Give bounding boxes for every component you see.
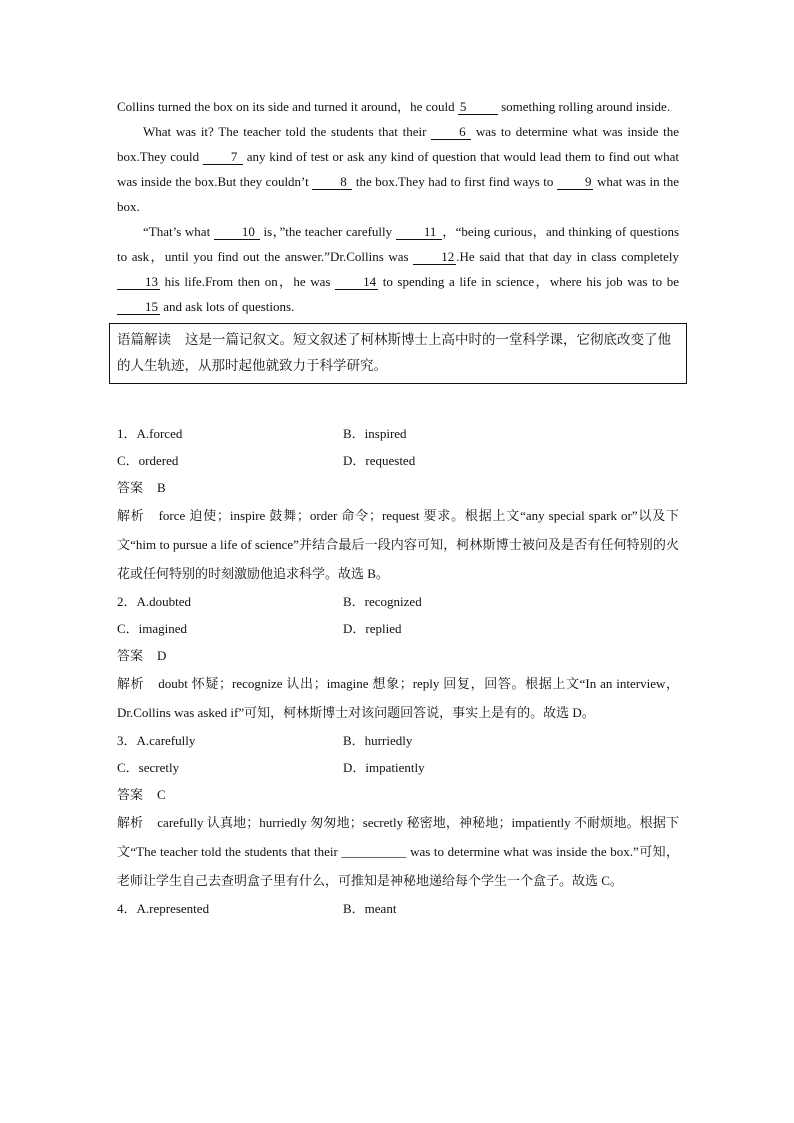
options-row (117, 420, 679, 447)
blank-12: 12 (413, 250, 456, 265)
options-row (117, 754, 679, 781)
cloze-passage (117, 94, 679, 319)
answer-value: B (157, 480, 166, 495)
option-a: 1．A.forced (117, 426, 183, 441)
explanation: 解析 carefully 认真地；hurriedly 匆匆地；secretly 秘密地，神秘地；impatiently 不耐烦地。根据下文“The teacher told the students that their __________ was to determine what was inside the box.”可知，老师让学生自己去查明盒子里有什么，可推知是神秘地递给每个学生一个盒子。故选 C。 (117, 815, 679, 888)
explanation: 解析 doubt 怀疑；recognize 认出；imagine 想象；reply 回复，回答。根据上文“In an interview，Dr.Collins was asked if”可知，柯林斯博士对该问题回答说，事实上是有的。故选 D。 (117, 676, 679, 720)
passage-paragraph-2: What was it? The teacher told the students that their 6 was to determine what was inside the box.They could 7 any kind of test or ask any kind of question that would lead them to find out what was inside the box.But they couldn’t 8 the box.They had to first find ways to 9 what was in the box. (117, 124, 680, 214)
option-a: 4．A.represented (117, 901, 210, 916)
answer-line: 答案 D (117, 648, 167, 663)
question-2 (117, 588, 679, 727)
option-d: D．replied (343, 621, 402, 636)
blank-10: 10 (214, 225, 260, 240)
option-b: B．recognized (343, 594, 422, 609)
question-1 (117, 420, 679, 588)
blank-11: 11 (396, 225, 442, 240)
option-b: B．inspired (343, 426, 407, 441)
options-row (117, 895, 679, 922)
summary-text: 这是一篇记叙文。短文叙述了柯林斯博士上高中时的一堂科学课，它彻底改变了他的人生轨迹，从那时起他就致力于科学研究。 (117, 332, 671, 373)
option-a: 3．A.carefully (117, 733, 196, 748)
option-a: 2．A.doubted (117, 594, 192, 609)
blank-14: 14 (335, 275, 378, 290)
blank-8: 8 (312, 175, 352, 190)
option-d: D．impatiently (343, 760, 425, 775)
answer-value: D (157, 648, 167, 663)
question-4 (117, 895, 679, 922)
options-row (117, 588, 679, 615)
option-c: C．secretly (117, 760, 180, 775)
blank-7: 7 (203, 150, 243, 165)
passage-paragraph-1: Collins turned the box on its side and turned it around，he could 5 something rolling around inside. (117, 99, 671, 114)
answer-value: C (157, 787, 166, 802)
question-list (117, 420, 679, 922)
summary-label: 语篇解读 (117, 332, 171, 347)
passage-paragraph-3: “That’s what 10 is，”the teacher carefully 11 ，“being curious，and thinking of questions to ask，until you find out the answer.”Dr.Collins was 12 .He said that that day in class completely 13 his life.From then on，he was 14 to spending a life in science，where his job was to be 15 and ask lots of questions. (117, 224, 680, 314)
explanation: 解析 force 迫使；inspire 鼓舞；order 命令；request 要求。根据上文“any special spark or”以及下文“him to pursue a life of science”并结合最后一段内容可知，柯林斯博士被问及是否有任何特别的火花或任何特别的时刻激励他追求科学。故选 B。 (117, 508, 679, 581)
options-row (117, 727, 679, 754)
question-3 (117, 727, 679, 895)
option-c: C．ordered (117, 453, 179, 468)
option-b: B．meant (343, 901, 397, 916)
summary-box (109, 323, 687, 384)
blank-5: 5 (458, 100, 498, 115)
option-d: D．requested (343, 453, 416, 468)
page-content (117, 94, 679, 922)
blank-9: 9 (557, 175, 594, 190)
blank-13: 13 (117, 275, 160, 290)
options-row (117, 447, 679, 474)
options-row (117, 615, 679, 642)
option-b: B．hurriedly (343, 733, 413, 748)
answer-line: 答案 C (117, 787, 166, 802)
option-c: C．imagined (117, 621, 188, 636)
blank-6: 6 (431, 125, 471, 140)
blank-15: 15 (117, 300, 160, 315)
answer-line: 答案 B (117, 480, 166, 495)
